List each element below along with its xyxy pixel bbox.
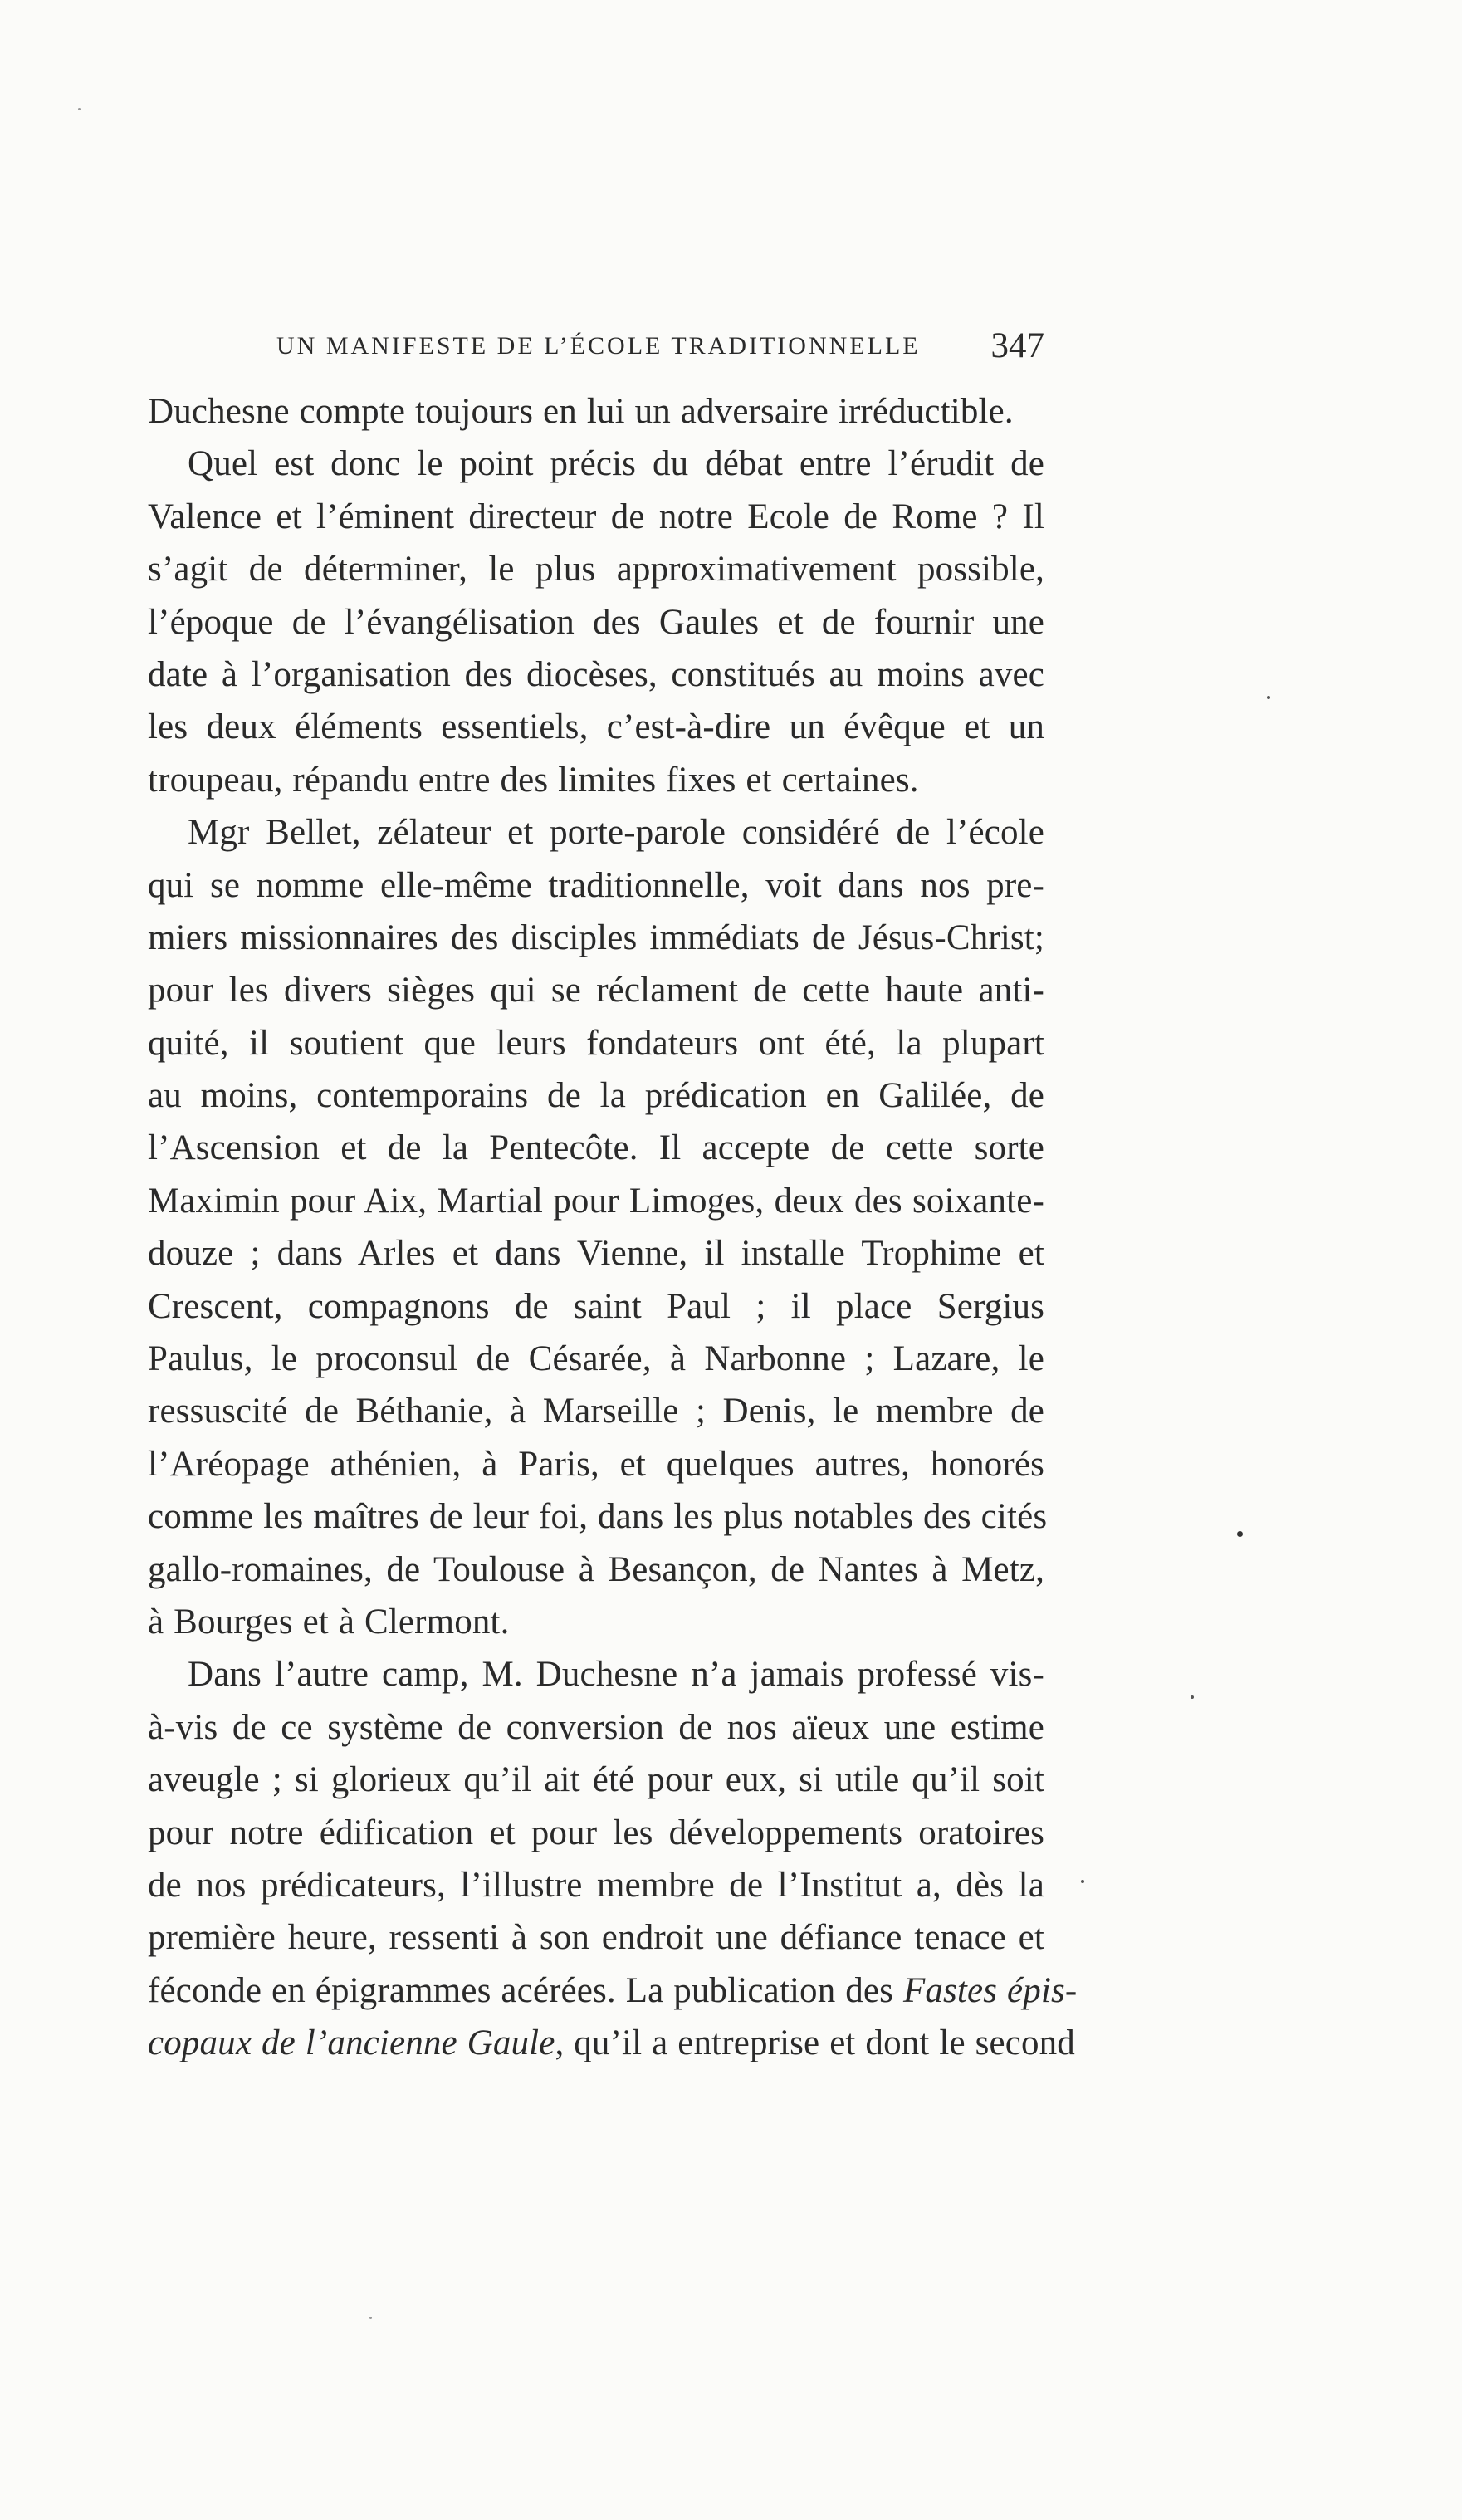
text-line — [148, 1965, 1078, 2017]
line-text: au moins, contemporains de la prédication en Galilée, de — [148, 1076, 1044, 1116]
text-line — [148, 1385, 1044, 1437]
text-line — [148, 1333, 1044, 1385]
scan-speck — [1237, 1531, 1243, 1537]
text-line — [148, 1807, 1044, 1859]
line-text: pour les divers sièges qui se réclament de cette haute anti- — [148, 971, 1044, 1010]
text-line — [148, 1701, 1044, 1754]
line-text: à-vis de ce système de conversion de nos aïeux une estime — [148, 1707, 1044, 1747]
text-line — [148, 1175, 1044, 1227]
line-text: miers missionnaires des disciples immédiats de Jésus-Christ; — [148, 917, 1044, 957]
line-text: aveugle ; si glorieux qu’il ait été pour eux, si utile qu’il soit — [148, 1760, 1044, 1800]
line-text: Crescent, compagnons de saint Paul ; il place Sergius — [148, 1286, 1044, 1326]
line-text: gallo-romaines, de Toulouse à Besançon, de Nantes à Metz, — [148, 1549, 1044, 1589]
scan-speck — [1191, 1695, 1194, 1699]
page-number: 347 — [990, 326, 1044, 365]
line-text: ressuscité de Béthanie, à Marseille ; Denis, le membre de — [148, 1392, 1044, 1431]
line-text: l’époque de l’évangélisation des Gaules et de fournir une — [148, 602, 1044, 642]
line-text: troupeau, répandu entre des limites fixes et certaines. — [148, 760, 919, 800]
italic-title: Fastes épis- — [902, 1970, 1078, 2010]
text-line — [148, 806, 1044, 859]
scan-speck — [78, 108, 81, 110]
line-text: Maximin pour Aix, Martial pour Limoges, deux des soixante- — [148, 1181, 1044, 1221]
text-line — [148, 1490, 1048, 1543]
line-text: date à l’organisation des diocèses, constitués au moins avec — [148, 654, 1044, 694]
line-text: Dans l’autre camp, M. Duchesne n’a jamais professé vis- — [188, 1655, 1044, 1695]
line-text: l’Ascension et de la Pentecôte. Il accepte de cette sorte — [148, 1128, 1044, 1168]
line-text: de nos prédicateurs, l’illustre membre de l’Institut a, dès la — [148, 1865, 1044, 1905]
text-line — [148, 1648, 1044, 1700]
text-line — [148, 596, 1044, 648]
text-line — [148, 912, 1044, 964]
running-title: UN MANIFESTE DE L’ÉCOLE TRADITIONNELLE — [276, 332, 921, 360]
text-line — [148, 1227, 1044, 1280]
line-text: pour notre édification et pour les développements oratoires — [148, 1813, 1044, 1852]
line-text: qui se nomme elle-même traditionnelle, voit dans nos pre- — [148, 865, 1044, 905]
line-text: Paulus, le proconsul de Césarée, à Narbonne ; Lazare, le — [148, 1339, 1044, 1379]
text-line — [148, 859, 1044, 912]
line-text: à Bourges et à Clermont. — [148, 1602, 510, 1642]
line-text: les deux éléments essentiels, c’est-à-dire un évêque et un — [148, 707, 1044, 747]
text-line — [148, 1069, 1044, 1122]
line-text: Mgr Bellet, zélateur et porte-parole considéré de l’école — [188, 813, 1044, 853]
line-text: Quel est donc le point précis du débat entre l’érudit de — [188, 444, 1044, 484]
text-line — [148, 1280, 1044, 1333]
text-body — [148, 385, 1078, 2070]
line-text: quité, il soutient que leurs fondateurs ont été, la plupart — [148, 1023, 1044, 1063]
text-line — [148, 754, 1044, 806]
scan-speck — [1267, 696, 1270, 699]
text-line — [148, 701, 1044, 753]
text-line — [148, 1911, 1044, 1964]
line-text: féconde en épigrammes acérées. La publication des — [148, 1970, 894, 2010]
text-line — [148, 385, 1044, 438]
text-line — [148, 491, 1044, 543]
text-line — [148, 543, 1044, 595]
line-text: douze ; dans Arles et dans Vienne, il installe Trophime et — [148, 1234, 1044, 1274]
text-line — [148, 2017, 1075, 2069]
line-text: Duchesne compte toujours en lui un adversaire irréductible. — [148, 392, 1014, 431]
text-line — [148, 964, 1044, 1016]
text-line — [148, 648, 1044, 701]
scan-speck — [369, 2317, 372, 2319]
line-text: s’agit de déterminer, le plus approximativement possible, — [148, 550, 1044, 590]
text-line — [148, 438, 1044, 490]
text-line — [148, 1122, 1044, 1174]
line-text: première heure, ressenti à son endroit une défiance tenace et — [148, 1918, 1044, 1958]
text-line — [148, 1596, 1044, 1648]
page-header — [148, 325, 1044, 375]
text-line — [148, 1438, 1044, 1490]
scan-speck — [1081, 1880, 1084, 1883]
text-line — [148, 1754, 1044, 1806]
text-line — [148, 1859, 1044, 1911]
line-text: l’Aréopage athénien, à Paris, et quelques autres, honorés — [148, 1444, 1044, 1484]
line-text: Valence et l’éminent directeur de notre Ecole de Rome ? Il — [148, 497, 1044, 536]
line-text: comme les maîtres de leur foi, dans les plus notables des cités — [148, 1497, 1048, 1537]
text-line — [148, 1017, 1044, 1069]
text-line — [148, 1544, 1044, 1596]
italic-title: copaux de l’ancienne Gaule — [148, 2023, 555, 2063]
line-text: , qu’il a entreprise et dont le second — [555, 2023, 1075, 2063]
